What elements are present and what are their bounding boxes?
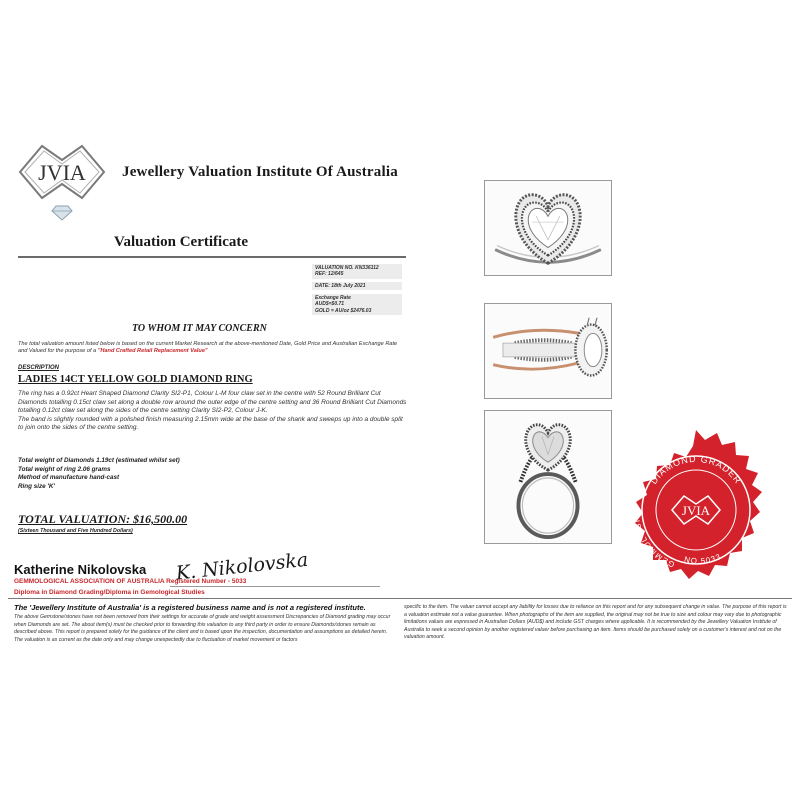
seal-center-text: JVIA: [681, 503, 711, 518]
ring-description-paragraph-2: The band is slightly rounded with a polished finish measuring 2.15mm wide at the base of the shank and sweeps up into a double split to join onto the sides of the centre setting.: [18, 415, 403, 432]
logo-text: JVIA: [38, 160, 86, 185]
valuation-number: VALUATION NO. KN336112: [315, 265, 379, 271]
footer-disclaimer-left: The above Gemstone/stones have not been removed from their settings for accurate of grade and weight assessment Discrepancies of Diamond grading may occur when Diamonds are set. The about item(s) must be checked prior to forwarding this valuation to any third party in order to ensure Diamonds/stones remain as described above. This report is prepared solely for the guidance of the client and is based upon the inspection, documentation and assumptions as detailed herein. The valuation is as current as the date only and may change unexpectedly due to fluctuation of market movement or factors: [14, 614, 391, 643]
seal-top-text: DIAMOND GRADER: [648, 453, 744, 486]
reference-number: REF: 12/645: [315, 271, 344, 278]
spec-ring-size: Ring size 'K': [18, 482, 55, 490]
info-box-valuation: [312, 264, 402, 279]
title-divider: [18, 256, 406, 258]
salutation: TO WHOM IT MAY CONCERN: [132, 323, 267, 334]
valuer-diploma: Diploma in Diamond Grading/Diploma in Gemological Studies: [14, 589, 205, 596]
ring-photo-side: [484, 303, 612, 399]
intro-highlight: "Hand Crafted Retail Replacement Value": [97, 348, 208, 355]
spec-manufacture: Method of manufacture hand-cast: [18, 474, 120, 482]
certificate-title: Valuation Certificate: [114, 234, 249, 250]
footer-divider: [8, 598, 792, 599]
info-box-date: [312, 282, 402, 290]
valuer-association: GEMMOLOGICAL ASSOCIATION OF AUSTRALIA Registered Number - 5033: [14, 578, 247, 585]
diamond-grader-seal: [612, 426, 780, 594]
seal-bottom-text: NO.5033: [683, 551, 723, 566]
total-valuation: TOTAL VALUATION: $16,500.00: [18, 512, 188, 526]
valuer-name: Katherine Nikolovska: [14, 562, 147, 577]
signature-text: K. Nikolovska: [174, 548, 310, 585]
signature-line: [170, 586, 380, 587]
spec-total-weight: Total weight of ring 2.06 grams: [18, 465, 111, 473]
jvia-logo: [16, 138, 108, 224]
description-label: DESCRIPTION: [18, 365, 60, 371]
intro-paragraph: [18, 341, 406, 356]
footer-heading: The 'Jewellery Institute of Australia' is a registered business name and is not a registered institute.: [14, 603, 366, 612]
institute-name: Jewellery Valuation Institute Of Australia: [122, 164, 398, 180]
intro-text: The total valuation amount listed below is based on the current Market Research at the above-mentioned Date, Gold Price and Australian Exchange Rate and Valued for the purpose of a: [18, 341, 398, 355]
info-box-exchange: [312, 294, 402, 315]
ring-specifications: [18, 457, 180, 491]
ring-title: LADIES 14CT YELLOW GOLD DIAMOND RING: [18, 374, 253, 385]
ring-photo-top: [484, 180, 612, 276]
exchange-label: Exchange Rate: [315, 295, 351, 301]
footer-disclaimer-right: specific to the item. The valuer cannot accept any liability for losses due to reliance on this report and for any subsequent change in value. The purpose of this report is a valuation estimate not a value guarantee. When photographs of the item are supplied, the original may not be true to size and colour may vary due to photographic limitations values are expressed in Australian Dollars (AUD$) and include GST charges where applicable. It is recommended by the Jewellery Valuation Institute of Australia to seek a second opinion by another registered valuer before purchasing an item. Items should be purchased solely on a customer's interest and not on the valuation amount.: [404, 604, 787, 641]
seal-left-text: GEMMOLOGIST: [631, 506, 676, 570]
spec-total-diamonds: Total weight of Diamonds 1.19ct (estimated whilst set): [18, 457, 180, 464]
ring-description: [18, 390, 410, 433]
ring-photo-front: [484, 410, 612, 544]
total-valuation-words: (Sixteen Thousand and Five Hundred Dollars): [18, 528, 133, 534]
gold-rate: GOLD = AU/oz $2476.03: [315, 307, 372, 314]
valuation-date: DATE: 18th July 2021: [315, 283, 366, 289]
aud-rate: AUD$=$0.71: [315, 301, 345, 308]
ring-description-paragraph-1: The ring has a 0.92ct Heart Shaped Diamond Clarity SI2-P1, Colour L-M four claw set in the centre with 52 Round Brilliant Cut Diamonds totalling 0.15ct claw set along a double row around the outer edge of the centre setting and 36 Round Brilliant Cut Diamonds totalling 0.12ct claw set along the sides of the centre setting Clarity SI2-P2, Colour J-K.: [18, 390, 407, 415]
